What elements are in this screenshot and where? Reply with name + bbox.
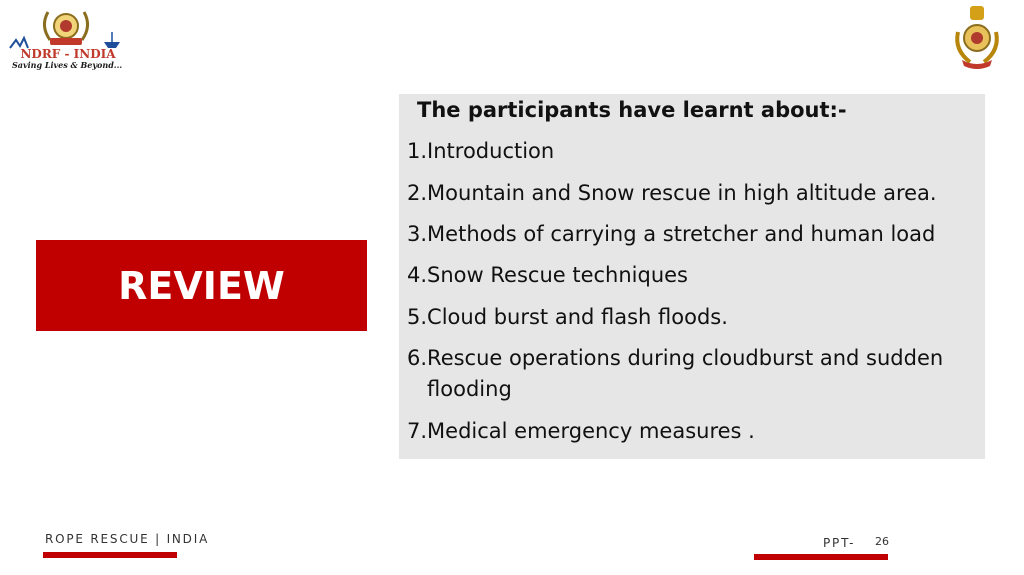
- topic-text: Medical emergency measures .: [427, 419, 755, 443]
- topic-item-1: [407, 136, 554, 167]
- emblem-seal: [948, 2, 1006, 72]
- footer-right-accent-bar: [754, 554, 888, 560]
- panel-heading: The participants have learnt about:-: [417, 98, 847, 122]
- ndrf-name-text: NDRF - INDIA: [20, 47, 116, 61]
- page-number: 26: [875, 535, 889, 548]
- national-emblem-icon: [948, 2, 1006, 72]
- topic-number: 2.: [407, 181, 428, 205]
- topic-number: 3.: [407, 222, 428, 246]
- topic-number: 4.: [407, 263, 428, 287]
- topic-text: Rescue operations during cloudburst and sudden flooding: [427, 346, 944, 401]
- topic-text: Cloud burst and flash floods.: [427, 305, 728, 329]
- topic-item-6: [407, 343, 979, 405]
- topic-item-2: [407, 178, 937, 209]
- topic-text: Mountain and Snow rescue in high altitude area.: [427, 181, 937, 205]
- ndrf-tagline-text: Saving Lives & Beyond...: [12, 60, 123, 70]
- topic-item-3: [407, 219, 935, 250]
- topic-item-5: [407, 302, 728, 333]
- topic-text: Snow Rescue techniques: [427, 263, 688, 287]
- topic-number: 6.: [407, 346, 428, 370]
- topic-text: Introduction: [427, 139, 555, 163]
- topic-number: 5.: [407, 305, 428, 329]
- review-label: REVIEW: [118, 263, 285, 308]
- topic-item-7: [407, 416, 755, 447]
- topics-panel: [399, 94, 985, 459]
- topic-item-4: [407, 260, 688, 291]
- ndrf-logo: [8, 4, 128, 72]
- ndrf-emblem-icon: [8, 4, 128, 72]
- footer-ppt-label: PPT-: [823, 536, 856, 550]
- topic-number: 7.: [407, 419, 428, 443]
- topic-number: 1.: [407, 139, 428, 163]
- footer-title: ROPE RESCUE | INDIA: [45, 532, 210, 546]
- footer-left-accent-bar: [43, 552, 177, 558]
- review-banner: [36, 240, 367, 331]
- topic-text: Methods of carrying a stretcher and human load: [427, 222, 936, 246]
